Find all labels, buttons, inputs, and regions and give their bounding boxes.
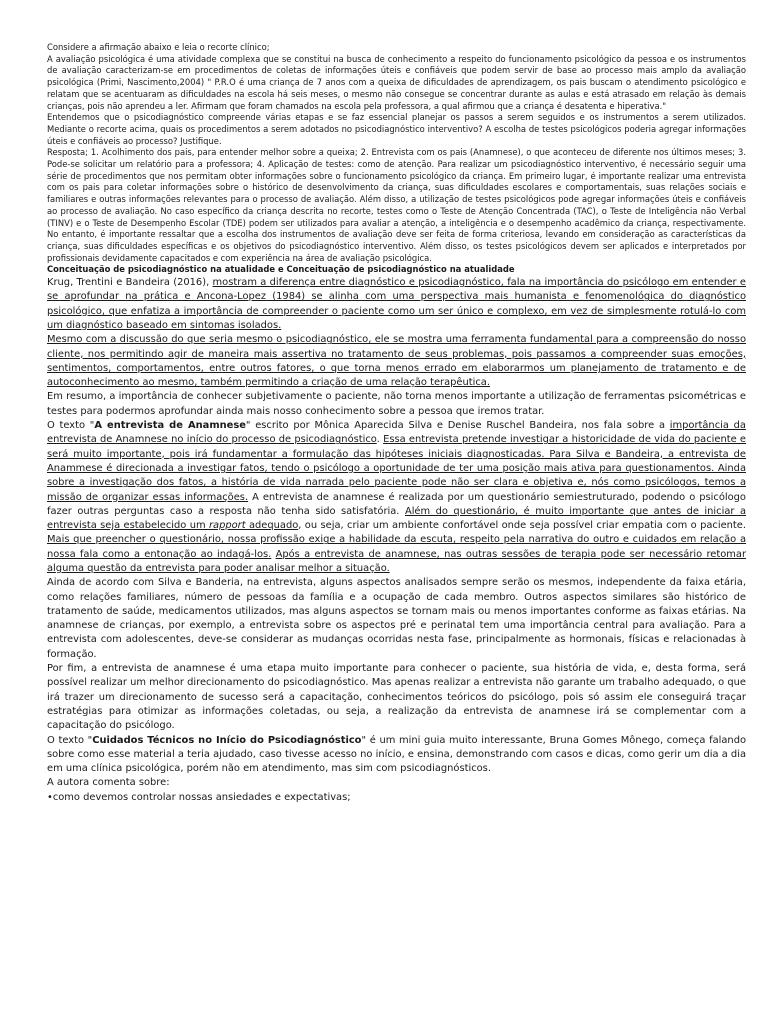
text-title-bold: A entrevista de Anamnese bbox=[94, 420, 246, 432]
underlined-span: Após a entrevista de anamnese, nas outras sessões de terapia pode ser necessário retomar alguma questão da entrevista para poder analisar melhor a situação. bbox=[47, 548, 747, 574]
text-span: " é um mini guia muito interessante, Bruna Gomes Mônego, começa falando sobre como esse material a teria ajudado, caso tivesse acesso no início, e ensina, demonstrando com casos e dicas, como gerir um dia a dia em uma clínica psicológica, porém não em atendimento, mas sim com psicodiagnósticos. bbox=[47, 734, 747, 775]
text-span: Krug, Trentini e Bandeira (2016), bbox=[47, 277, 213, 289]
section-heading: Conceituação de psicodiagnóstico na atualidade e Conceituação de psicodiagnóstico na atualidade bbox=[47, 264, 515, 275]
question-paragraph: Entendemos que o psicodiagnóstico compreende várias etapas e se faz essencial planejar os passos a serem seguidos e os instrumentos a serem utilizados. Mediante o recorte acima, quais os procedimentos a serem adotados no psicodiagnóstico interventivo? A escolha de testes psicológicos poderia agregar informações úteis e confiáveis ao processo? Justifique. bbox=[47, 112, 746, 146]
paragraph-author: A autora comenta sobre: bbox=[47, 777, 170, 789]
paragraph-aspects: Ainda de acordo com Silva e Banderia, na entrevista, alguns aspectos analisados sempre serão os mesmos, independente da faixa etária, como relações familiares, número de pessoas da família e a ocupação de cada membro. Outros aspectos similares são histórico de tratamento de saúde, medicamentos utilizados, mas alguns aspectos se tornam mais ou menos importantes conforme as faixas etárias. Na anamnese de crianças, por exemplo, a entrevista sobre os aspectos pré e perinatal tem uma importância central para avaliação. Para a entrevista com adolescentes, deve-se considerar as mudanças ocorridas nesta fase, principalmente as hormonais, físicas e relacionadas à formação. bbox=[47, 577, 746, 660]
text-title-bold: Cuidados Técnicos no Início do Psicodiagnóstico bbox=[92, 734, 362, 746]
text-span: , ou seja, criar um ambiente confortável onde seja possível criar empatia com o paciente. bbox=[298, 520, 746, 532]
paragraph-conclusion: Por fim, a entrevista de anamnese é uma etapa muito importante para conhecer o paciente, sua história de vida, e, desta forma, será possível realizar um melhor direcionamento do psicodiagnóstico. Mas apenas realizar a entrevista não garante um trabalho adequado, o que irá trazer um direcionamento de sucesso será a capacitação, conhecimentos teóricos do psicólogo, pois só assim ele conseguirá traçar estratégias para otimizar as informações coletadas, ou seja, a realização da entrevista de anamnese irá se complementar com a capacitação do psicólogo. bbox=[47, 663, 746, 732]
text-span: " escrito por Mônica Aparecida Silva e Denise Ruschel Bandeira, nos fala sobre a bbox=[245, 420, 670, 432]
underlined-span: adequado bbox=[245, 520, 299, 532]
intro-line: Considere a afirmação abaixo e leia o recorte clínico; bbox=[47, 42, 270, 52]
underlined-italic-span: rapport bbox=[208, 520, 246, 532]
paragraph-cuidados bbox=[47, 734, 746, 777]
paragraph-discussion: Mesmo com a discussão do que seria mesmo o psicodiagnóstico, ele se mostra uma ferramenta fundamental para a compreensão do nosso cliente, nos permitindo agir de maneira mais assertiva no tratamento de seus problemas, pois passamos a compreender suas emoções, sentimentos, comportamentos, entre outros fatores, o que torna menos errado em elaborarmos um planejamento de tratamento e de autoconhecimento ao mesmo, também permitindo a criação de uma relação terapêutica. bbox=[47, 334, 746, 389]
bullet-item: •como devemos controlar nossas ansiedades e expectativas; bbox=[47, 791, 351, 803]
underlined-span: importância da entrevista de Anamnese no início do processo de psicodiagnóstico bbox=[47, 420, 746, 446]
paragraph-krug bbox=[47, 276, 746, 333]
underlined-span: Além do questionário, é muito importante que antes de iniciar a entrevista seja estabelecido um bbox=[47, 505, 746, 532]
answer-paragraph: Resposta; 1. Acolhimento dos pais, para entender melhor sobre a queixa; 2. Entrevista com os pais (Anamnese), o que aconteceu de diferente nos últimos meses; 3. Pode-se solicitar um relatório para a professora; 4. Aplicação de testes: como de atenção. Para realizar um psicodiagnóstico interventivo, é necessário seguir uma série de procedimentos que nos permitam obter informações sobre o funcionamento psicológico da criança. Em primeiro lugar, é importante realizar uma entrevista com os pais para coletar informações sobre o histórico de desenvolvimento da criança, suas dificuldades escolares e comportamentais, suas relações sociais e familiares e outras informações relevantes para o processo de avaliação. Além disso, a utilização de testes psicológicos pode agregar informações úteis e confiáveis ao processo de avaliação. No caso específico da criança descrita no recorte, testes como o Teste de Atenção Concentrada (TAC), o Teste de Inteligência não Verbal (TINV) e o Teste de Desempenho Escolar (TDE) podem ser utilizados para avaliar a atenção, a inteligência e o desempenho acadêmico da criança, respectivamente. No entanto, é importante ressaltar que a escolha dos instrumentos de avaliação deve ser feita de forma criteriosa, levando em consideração as características da criança, suas dificuldades específicas e os objetivos do psicodiagnóstico interventivo. Além disso, os testes psicológicos devem ser aplicados e interpretados por profissionais devidamente capacitados e com experiência na área de avaliação psicológica. bbox=[47, 147, 746, 263]
text-span: O texto " bbox=[47, 734, 93, 746]
text-span: A entrevista de anamnese é realizada por um questionário semiestruturado, podendo o psicólogo fazer outras perguntas caso a resposta não tenha sido satisfatória. bbox=[47, 491, 746, 517]
clinical-quote: A avaliação psicológica é uma atividade complexa que se constitui na busca de conhecimento a respeito do funcionamento psicológico da pessoa e os instrumentos de avaliação caracterizam-se em procedimentos de coletas de informações úteis e confiáveis que podem servir de base ao processo mais amplo da avaliação psicológica (Primi, Nascimento,2004) " P.R.O é uma criança de 7 anos com a queixa de dificuldades de aprendizagem, os pais buscam o atendimento psicológico e relatam que se acentuaram as dificuldades na escola há seis meses, o mesmo não consegue se concentrar durante as aulas e está atrasado em relação às demais crianças, pois não aprendeu a ler. Afirmam que foram chamados na escola pela professora, a qual afirmou que a criança é desatenta e hiperativa." bbox=[47, 53, 746, 111]
paragraph-summary: Em resumo, a importância de conhecer subjetivamente o paciente, não torna menos importante a utilização de ferramentas psicométricas e testes para podermos aprofundar ainda mais nosso conhecimento sobre a pessoa que iremos tratar. bbox=[47, 391, 746, 417]
paragraph-anamnese bbox=[47, 419, 746, 576]
text-span: O texto " bbox=[47, 420, 95, 432]
text-span: . bbox=[376, 434, 384, 446]
underlined-span: mostram a diferença entre diagnóstico e psicodiagnóstico, fala na importância do psicólogo em entender e se aprofundar na prática e Ancona-Lopez (1984) se alinha com uma perspectiva mais humanista e fenomenológica do diagnóstico psicológico, que enfatiza a importância de compreender o paciente como um ser único e complexo, em vez de simplesmente rotulá-lo com um diagnóstico baseado em sintomas isolados. bbox=[47, 277, 746, 331]
underlined-span: Essa entrevista pretende investigar a historicidade de vida do paciente e será muito importante, pois irá fundamentar a formulação das hipóteses iniciais diagnosticadas. Para Silva e Bandeira, a entrevista de Anammese é direcionada a investigar fatos, tendo o psicólogo a oportunidade de ter uma posição mais ativa para questionamentos. Ainda sobre a investigação dos fatos, a história de vida narrada pelo paciente pode não ser clara e objetiva e, nós como psicólogos, temos a missão de organizar essas informações. bbox=[47, 434, 746, 503]
underlined-span: Mais que preencher o questionário, nossa profissão exige a habilidade da escuta, respeito pela narrativa do outro e cuidados em relação a nossa fala como a entonação ao indagá-los. bbox=[47, 534, 746, 560]
